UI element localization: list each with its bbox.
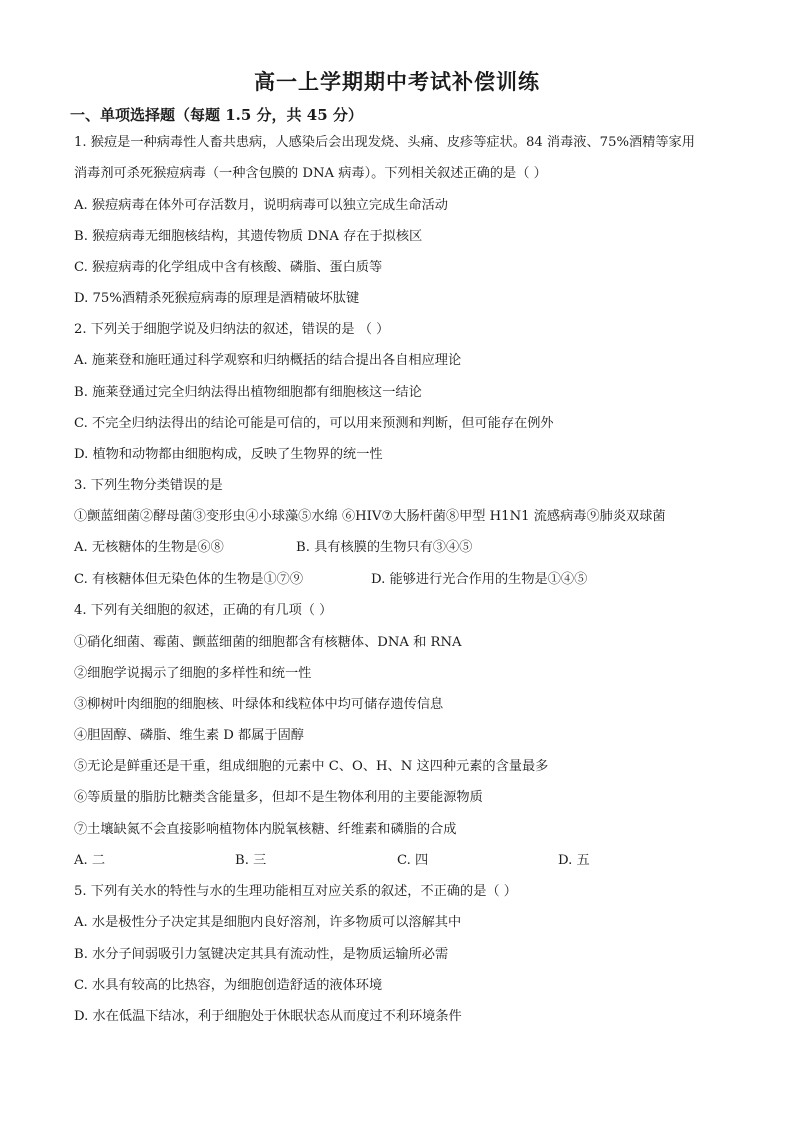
q4-option-d: D. 五 <box>558 853 590 868</box>
q5-option-a: A. 水是极性分子决定其是细胞内良好溶剂，许多物质可以溶解其中 <box>74 915 462 930</box>
q4-option-b: B. 三 <box>235 853 267 868</box>
q5-option-d: D. 水在低温下结冰，利于细胞处于休眠状态从而度过不利环境条件 <box>74 1009 462 1024</box>
q2-option-a: A. 施莱登和施旺通过科学观察和归纳概括的结合提出各自相应理论 <box>74 353 462 368</box>
q4-option-c: C. 四 <box>397 853 429 868</box>
q4-stem: 4. 下列有关细胞的叙述，正确的有几项（ ） <box>74 603 333 618</box>
q3-options-row1 <box>74 539 714 557</box>
q4-item: ①硝化细菌、霉菌、颤蓝细菌的细胞都含有核糖体、DNA 和 RNA <box>74 635 462 650</box>
q4-item: ⑥等质量的脂肪比糖类含能量多，但却不是生物体利用的主要能源物质 <box>74 790 483 805</box>
q3-option-a: A. 无核糖体的生物是⑥⑧ <box>74 540 224 555</box>
q5-stem: 5. 下列有关水的特性与水的生理功能相互对应关系的叙述，不正确的是（ ） <box>74 884 517 899</box>
q4-options-row <box>74 852 714 870</box>
q4-item: ③柳树叶肉细胞的细胞核、叶绿体和线粒体中均可储存遗传信息 <box>74 697 444 712</box>
q4-option-a: A. 二 <box>74 853 106 868</box>
q1-stem-line2: 消毒剂可杀死猴痘病毒（一种含包膜的 DNA 病毒）。下列相关叙述正确的是（ ） <box>74 166 547 181</box>
q2-option-d: D. 植物和动物都由细胞构成，反映了生物界的统一性 <box>74 447 383 462</box>
q1-option-c: C. 猴痘病毒的化学组成中含有核酸、磷脂、蛋白质等 <box>74 260 383 275</box>
q5-option-b: B. 水分子间弱吸引力氢键决定其具有流动性，是物质运输所必需 <box>74 947 449 962</box>
q2-stem: 2. 下列关于细胞学说及归纳法的叙述，错误的是 （ ） <box>74 322 390 337</box>
q3-options-row2 <box>74 571 714 589</box>
q3-option-b: B. 具有核膜的生物只有③④⑤ <box>296 540 473 555</box>
q4-item: ⑤无论是鲜重还是干重，组成细胞的元素中 C、O、H、N 这四种元素的含量最多 <box>74 759 549 774</box>
q4-item: ④胆固醇、磷脂、维生素 D 都属于固醇 <box>74 728 304 743</box>
q4-item: ⑦土壤缺氮不会直接影响植物体内脱氧核糖、纤维素和磷脂的合成 <box>74 822 457 837</box>
q5-option-c: C. 水具有较高的比热容，为细胞创造舒适的液体环境 <box>74 978 383 993</box>
section-heading: 一、单项选择题（每题 1.5 分，共 45 分） <box>70 106 363 124</box>
q4-item: ②细胞学说揭示了细胞的多样性和统一性 <box>74 666 312 681</box>
q3-organism-list: ①颤蓝细菌②酵母菌③变形虫④小球藻⑤水绵 ⑥HIV⑦大肠杆菌⑧甲型 H1N1 流感病毒⑨肺炎双球菌 <box>74 509 666 524</box>
q1-option-d: D. 75%酒精杀死猴痘病毒的原理是酒精破坏肽键 <box>74 291 360 306</box>
q1-stem-line1: 1. 猴痘是一种病毒性人畜共患病，人感染后会出现发烧、头痛、皮疹等症状。84 消毒液、75%酒精等家用 <box>74 135 695 150</box>
q2-option-c: C. 不完全归纳法得出的结论可能是可信的，可以用来预测和判断，但可能存在例外 <box>74 416 554 431</box>
q3-option-c: C. 有核糖体但无染色体的生物是①⑦⑨ <box>74 572 304 587</box>
page-title: 高一上学期期中考试补偿训练 <box>254 69 540 94</box>
q1-option-a: A. 猴痘病毒在体外可存活数月，说明病毒可以独立完成生命活动 <box>74 198 448 213</box>
q2-option-b: B. 施莱登通过完全归纳法得出植物细胞都有细胞核这一结论 <box>74 385 422 400</box>
q3-option-d: D. 能够进行光合作用的生物是①④⑤ <box>371 572 588 587</box>
q3-stem: 3. 下列生物分类错误的是 <box>74 478 223 493</box>
q1-option-b: B. 猴痘病毒无细胞核结构，其遗传物质 DNA 存在于拟核区 <box>74 229 423 244</box>
